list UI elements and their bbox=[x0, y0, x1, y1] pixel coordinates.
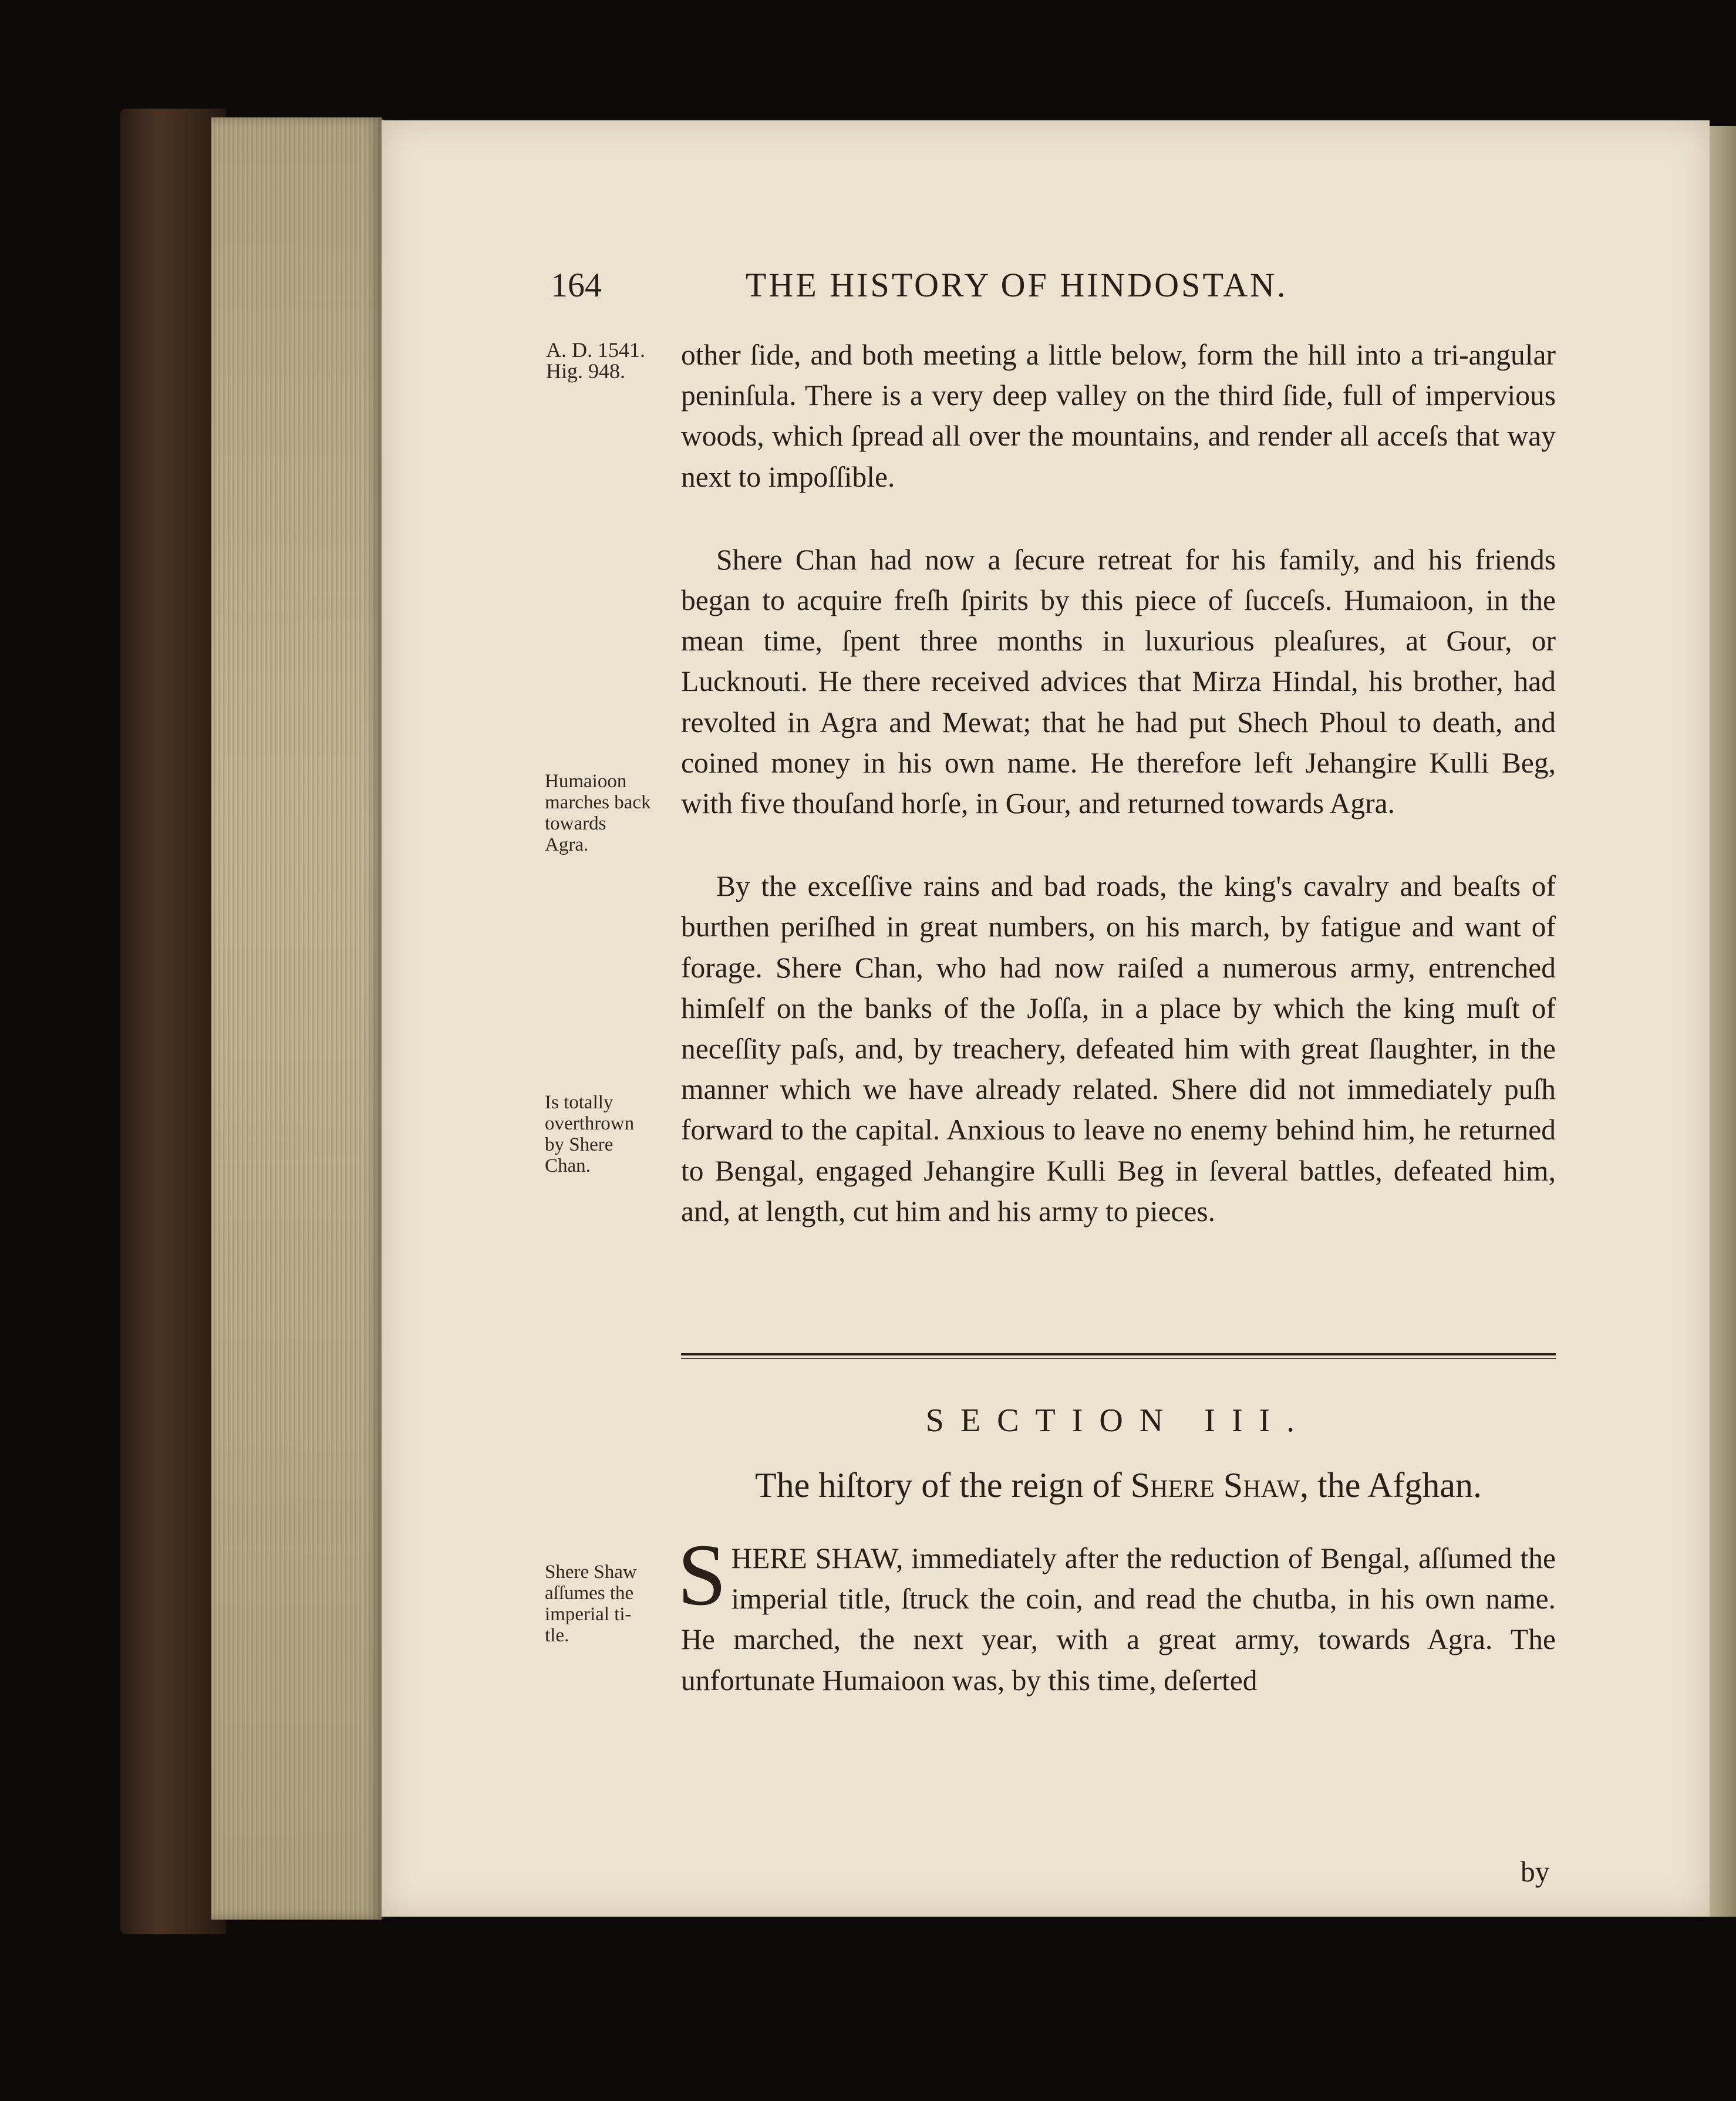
paragraph: other ſide, and both meeting a little below, form the hill into a tri-angular peninſula. There is a very deep valley on the third ſide, full of impervious woods, which ſpread all over the mountains, and render all acceſs that way next to impoſſible. bbox=[681, 339, 1556, 493]
main-text bbox=[681, 335, 1556, 1232]
margin-note-humaioon-marches: Humaioon marches back towards Agra. bbox=[545, 771, 651, 855]
margin-note-date: A. D. 1541. Hig. 948. bbox=[546, 338, 645, 383]
catchword: by bbox=[1521, 1856, 1550, 1888]
section-rule-thin bbox=[681, 1358, 1556, 1359]
running-head bbox=[551, 265, 1288, 305]
page-number: 164 bbox=[551, 266, 602, 304]
margin-note-overthrown: Is totally overthrown by Shere Chan. bbox=[545, 1092, 635, 1176]
drop-cap: S bbox=[677, 1526, 727, 1624]
section-heading: SECTION III. bbox=[925, 1402, 1312, 1439]
section-rule bbox=[681, 1353, 1556, 1355]
margin-note-shere-shaw: Shere Shaw aſſumes the imperial ti- tle. bbox=[545, 1562, 637, 1646]
section-subtitle bbox=[681, 1465, 1556, 1506]
section-body-text: HERE SHAW, immediately after the reduction of Bengal, aſſumed the imperial title, ſtruck the coin, and read the chutba, in his own name. He marched, the next year, with a great army, towards Agra. The unfortunate Humaioon was, by this time, deſerted bbox=[681, 1542, 1556, 1697]
subtitle-text-end: , the Afghan. bbox=[1300, 1466, 1482, 1505]
paragraph: By the exceſſive rains and bad roads, the king's cavalry and beaſts of burthen periſhed in great numbers, on his march, by fatigue and want of forage. Shere Chan, who had now raiſed a numerous army, entrenched himſelf on the banks of the Joſſa, in a place by which the king muſt of neceſſity paſs, and, by treachery, defeated him with great ſlaughter, in the manner which we have already related. Shere did not immediately puſh forward to the capital. Anxious to leave no enemy behind him, he returned to Bengal, engaged Jehangire Kulli Beg in ſeveral battles, defeated him, and, at length, cut him and his army to pieces. bbox=[681, 870, 1556, 1227]
page-edges bbox=[211, 117, 382, 1920]
leather-binding bbox=[120, 109, 226, 1934]
paragraph: Shere Chan had now a ſecure retreat for his family, and his friends began to acquire freſh ſpirits by this piece of ſucceſs. Humaioon, in the mean time, ſpent three months in luxurious pleaſures, at Gour, or Lucknouti. He there received advices that Mirza Hindal, his brother, had revolted in Agra and Mewat; that he had put Shech Phoul to death, and coined money in his own name. He therefore left Jehangire Kulli Beg, with five thouſand horſe, in Gour, and returned towards Agra. bbox=[681, 543, 1556, 820]
subtitle-text: The hiſtory of the reign of bbox=[754, 1466, 1131, 1505]
section-body bbox=[677, 1526, 1556, 1701]
subtitle-name: Shere Shaw bbox=[1130, 1466, 1300, 1505]
running-title: THE HISTORY OF HINDOSTAN. bbox=[746, 266, 1288, 304]
facing-page-edge bbox=[1705, 126, 1736, 1917]
